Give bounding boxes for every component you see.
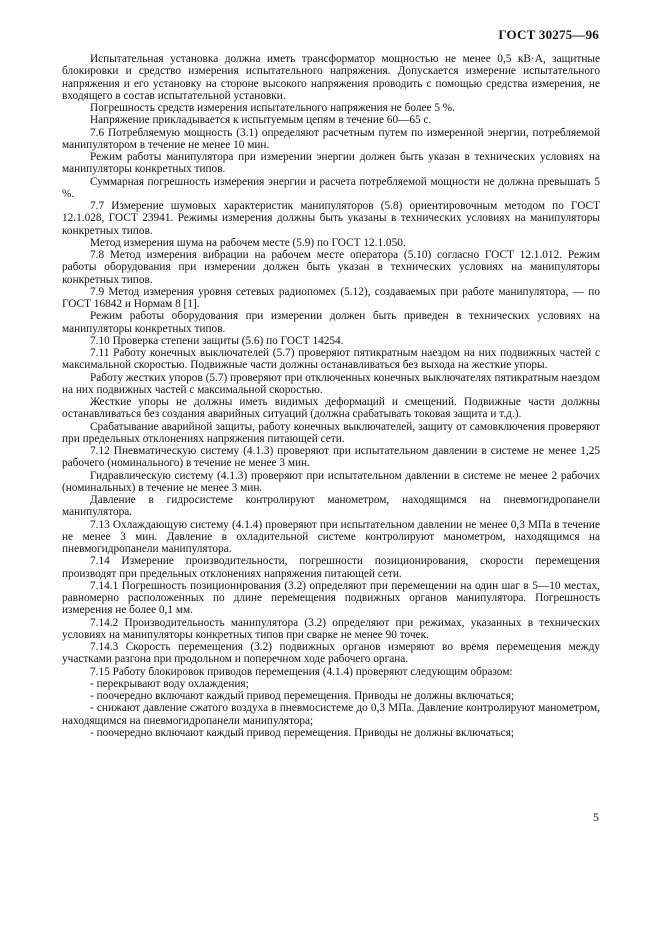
- paragraph: 7.14.3 Скорость перемещения (3.2) подвижных органов измеряют во время перемещения между участками разгона при продольном и поперечном ходе рабочего органа.: [62, 641, 600, 666]
- paragraph: Суммарная погрешность измерения энергии и расчета потребляемой мощности не должна превышать 5 %.: [62, 175, 600, 200]
- page-number: 5: [593, 810, 599, 824]
- list-item: - снижают давление сжатого воздуха в пневмосистеме до 0,3 МПа. Давление контролируют манометром, находящимся на пневмогидропанели манипулятора;: [62, 702, 600, 727]
- paragraph: 7.10 Проверка степени защиты (5.6) по ГОСТ 14254.: [90, 334, 344, 347]
- paragraph: Гидравлическую систему (4.1.3) проверяют при испытательном давлении в системе не менее 2 рабочих (номинальных) в течение не менее 3 мин.: [62, 469, 600, 494]
- paragraph: 7.8 Метод измерения вибрации на рабочем месте оператора (5.10) согласно ГОСТ 12.1.012. Режим работы оборудования при измерении должен быть указан в технических условиях на манипуляторы конкретных типов.: [62, 249, 600, 286]
- paragraph: Работу жестких упоров (5.7) проверяют при отключенных конечных выключателях пятикратным наездом на них подвижных частей с максимальной скоростью.: [62, 371, 600, 396]
- paragraph: Давление в гидросистеме контролируют манометром, находящимся на пневмогидропанели манипулятора.: [62, 494, 600, 519]
- paragraph: 7.15 Работу блокировок приводов перемещения (4.1.4) проверяют следующим образом:: [90, 665, 513, 678]
- paragraph: Метод измерения шума на рабочем месте (5.9) по ГОСТ 12.1.050.: [90, 236, 406, 249]
- standard-header: ГОСТ 30275—96: [498, 27, 599, 42]
- paragraph: 7.14.2 Производительность манипулятора (3.2) определяют при режимах, указанных в технических условиях на манипуляторы конкретных типов при сварке не менее 90 точек.: [62, 616, 600, 641]
- paragraph: 7.6 Потребляемую мощность (3.1) определяют расчетным путем по измеренной энергии, потребляемой манипулятором в течение не менее 10 мин.: [62, 126, 600, 151]
- paragraph: Срабатывание аварийной защиты, работу конечных выключателей, защиту от самовключения проверяют при предельных отклонениях напряжения питающей сети.: [62, 420, 600, 445]
- list-item: - поочередно включают каждый привод перемещения. Приводы не должны включаться;: [90, 726, 515, 739]
- paragraph: Испытательная установка должна иметь трансформатор мощностью не менее 0,5 кВ·А, защитные блокировки и средство измерения испытательного напряжения. Допускается измерение испытательного напряжения и его установку на стороне высокого напряжения проводить с помощью средства измерения, не входящего в состав испытательной установки.: [62, 53, 600, 102]
- paragraph: Напряжение прикладывается к испытуемым цепям в течение 60—65 с.: [90, 114, 432, 127]
- paragraph: Режим работы оборудования при измерении должен быть приведен в технических условиях на манипуляторы конкретных типов.: [62, 310, 600, 335]
- paragraph: 7.14 Измерение производительности, погрешности позиционирования, скорости перемещения производят при предельных отклонениях напряжения питающей сети.: [62, 555, 600, 580]
- paragraph: 7.13 Охлаждающую систему (4.1.4) проверяют при испытательном давлении не менее 0,3 МПа в течение не менее 3 мин. Давление в охладительной системе контролируют манометром, находящимся на пневмогидропанели манипулятора.: [62, 518, 600, 555]
- list-item: - перекрывают воду охлаждения;: [90, 677, 249, 690]
- paragraph: Режим работы манипулятора при измерении энергии должен быть указан в технических условиях на манипуляторы конкретных типов.: [62, 151, 600, 176]
- paragraph: Жесткие упоры не должны иметь видимых деформаций и смещений. Подвижные части должны останавливаться без создания аварийных ситуаций (должна срабатывать токовая защита и т.д.).: [62, 396, 600, 421]
- list-item: - поочередно включают каждый привод перемещения. Приводы не должны включаться;: [90, 690, 515, 702]
- paragraph: 7.11 Работу конечных выключателей (5.7) проверяют пятикратным наездом на них подвижных частей с максимальной скоростью. Подвижные части должны останавливаться без выхода на жесткие упоры.: [62, 347, 600, 372]
- paragraph: 7.7 Измерение шумовых характеристик манипуляторов (5.8) ориентировочным методом по ГОСТ 12.1.028, ГОСТ 23941. Режимы измерения должны быть указаны в технических условиях на манипуляторы конкретных типов.: [62, 200, 600, 237]
- paragraph: 7.9 Метод измерения уровня сетевых радиопомех (5.12), создаваемых при работе манипулятора, — по ГОСТ 16842 и Нормам 8 [1].: [62, 285, 600, 310]
- paragraph: 7.14.1 Погрешность позиционирования (3.2) определяют при перемещении на один шаг в 5—10 местах, равномерно расположенных по длине перемещения подвижных органов манипулятора. Погрешность измерения не более 0,1 мм.: [62, 579, 600, 617]
- document-body: [62, 53, 600, 739]
- paragraph: Погрешность средств измерения испытательного напряжения не более 5 %.: [90, 102, 456, 114]
- paragraph: 7.12 Пневматическую систему (4.1.3) проверяют при испытательном давлении в системе не менее 1,25 рабочего (номинального) в течение не менее 3 мин.: [62, 445, 600, 470]
